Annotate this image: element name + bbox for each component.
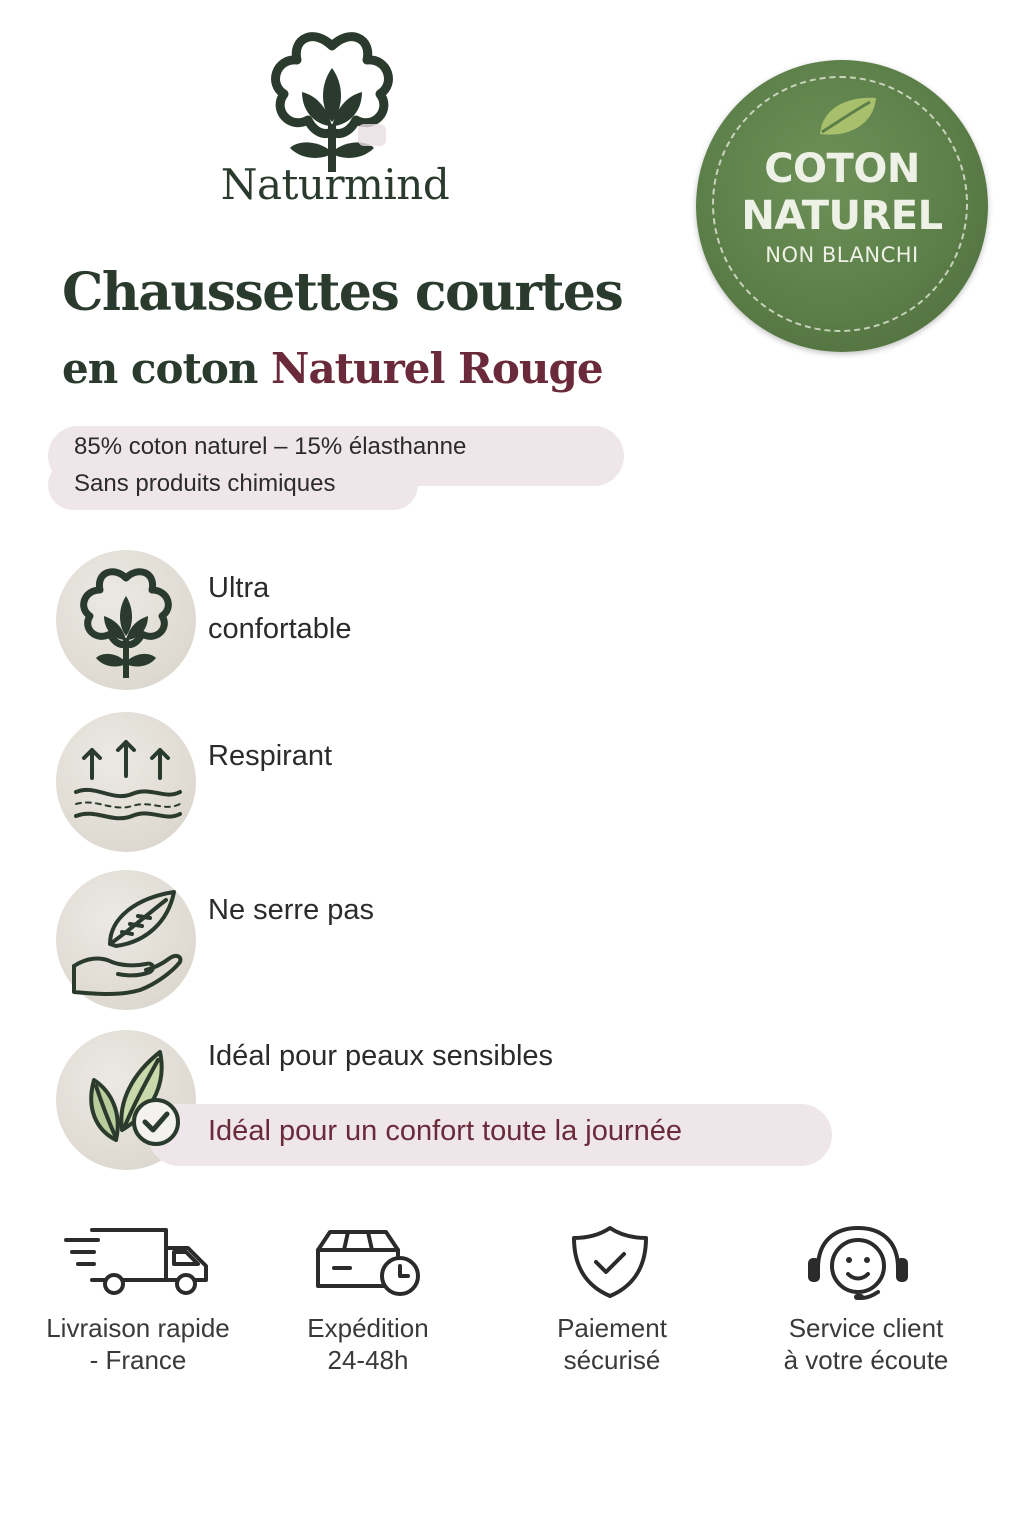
service-support-label [748, 1312, 984, 1376]
service-shipping-label [258, 1312, 478, 1376]
breathable-arrows-icon [56, 712, 196, 852]
feature-sensitive-skin-label: Idéal pour peaux sensibles [208, 1040, 554, 1072]
cotton-flower-icon [56, 550, 196, 690]
feature-breathable-label: Respirant [208, 740, 333, 772]
service-line: Livraison rapide [46, 1313, 230, 1343]
feature-line: Ultra [208, 572, 270, 604]
brand-name: Naturmind [220, 160, 450, 209]
service-delivery-label [20, 1312, 256, 1376]
feature-loose-fit-label: Ne serre pas [208, 894, 375, 926]
delivery-truck-icon [58, 1222, 218, 1302]
feature-comfort-label [208, 568, 352, 650]
leaf-icon [812, 92, 882, 142]
composition-line-2: Sans produits chimiques [74, 470, 336, 497]
feather-hand-icon [56, 870, 196, 1010]
subtitle-prefix: en coton [62, 344, 272, 393]
box-clock-icon [290, 1222, 450, 1302]
subtitle-accent: Naturel Rouge [271, 344, 603, 393]
service-line: - France [89, 1345, 187, 1375]
service-line: 24-48h [327, 1345, 409, 1375]
cotton-flower-icon [262, 28, 402, 173]
shield-check-icon [530, 1222, 690, 1302]
all-day-comfort-text: Idéal pour un confort toute la journée [208, 1115, 682, 1147]
service-line: sécurisé [563, 1345, 661, 1375]
badge-line-3: NON BLANCHI [765, 243, 919, 267]
badge-line-1: COTON [764, 146, 920, 192]
headset-smiley-icon [778, 1222, 938, 1302]
service-payment-label [500, 1312, 724, 1376]
service-line: à votre écoute [783, 1345, 949, 1375]
leaves-check-icon [56, 1030, 196, 1170]
badge-line-2: NATUREL [741, 193, 943, 239]
product-title: Chaussettes courtes [62, 262, 623, 323]
composition-line-1: 85% coton naturel – 15% élasthanne [74, 433, 467, 460]
service-line: Expédition [307, 1313, 429, 1343]
feature-line: confortable [208, 613, 352, 645]
service-line: Service client [788, 1313, 944, 1343]
service-line: Paiement [557, 1313, 667, 1343]
product-subtitle [62, 344, 603, 393]
